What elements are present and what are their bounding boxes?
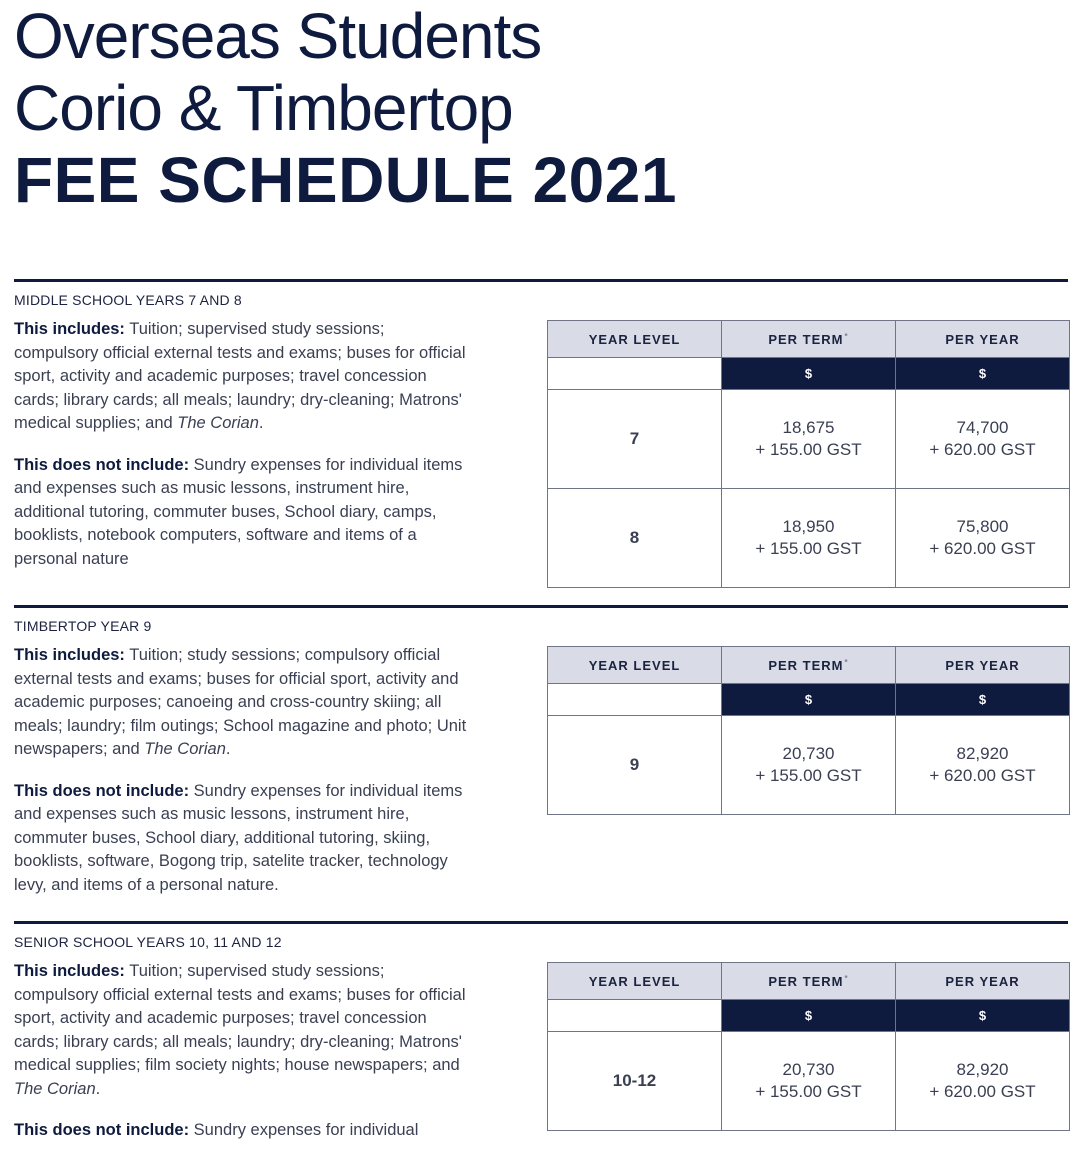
currency-cell: $ (722, 1000, 896, 1032)
currency-cell: $ (896, 1000, 1070, 1032)
gst-amount: + 620.00 GST (929, 1082, 1036, 1101)
footnote-mark: * (844, 331, 849, 341)
currency-blank-cell (548, 358, 722, 390)
includes-label: This includes: (14, 646, 125, 664)
per-year-cell (896, 390, 1070, 489)
section-middle-school (14, 279, 1068, 612)
includes-italic: The Corian (144, 740, 226, 758)
per-year-cell (896, 716, 1070, 815)
currency-cell: $ (896, 684, 1070, 716)
table-row (548, 489, 1070, 588)
header-per-term-label: PER TERM (768, 973, 844, 989)
excludes-paragraph (14, 780, 469, 898)
header-per-year: PER YEAR (896, 963, 1070, 1000)
includes-label: This includes: (14, 962, 125, 980)
section-timbertop (14, 605, 1068, 926)
title-block (14, 0, 677, 216)
header-per-year: PER YEAR (896, 321, 1070, 358)
gst-amount: + 620.00 GST (929, 440, 1036, 459)
includes-label: This includes: (14, 320, 125, 338)
fee-table (547, 962, 1070, 1131)
gst-amount: + 155.00 GST (755, 539, 862, 558)
includes-italic: The Corian (14, 1079, 96, 1098)
section-description (14, 318, 469, 589)
includes-end: . (225, 740, 231, 758)
year-level-cell: 9 (548, 716, 722, 815)
fee-amount: 82,920 (956, 744, 1009, 763)
fee-amount: 82,920 (956, 1060, 1009, 1079)
section-description (14, 644, 469, 915)
header-per-term-label: PER TERM (768, 657, 844, 673)
footnote-mark: * (844, 657, 849, 667)
table-row (548, 716, 1070, 815)
footnote-mark: * (844, 973, 849, 983)
includes-text: Tuition; supervised study sessions; compulsory official external tests and exams; buses for official sport, activity and academic purposes; travel concession cards; library cards; all meals; laundry; dry-cleaning; Matrons' medical supplies; film society nights; house newspapers; and (14, 962, 466, 1074)
per-year-cell (896, 489, 1070, 588)
year-level-cell: 8 (548, 489, 722, 588)
header-per-term (722, 963, 896, 1000)
currency-blank-cell (548, 684, 722, 716)
includes-text: Tuition; study sessions; compulsory official external tests and exams; buses for official sport, activity and academic purposes; canoeing and cross-country skiing; all meals; laundry; film outings; School magazine and photo; Unit newspapers; and (14, 646, 467, 758)
gst-amount: + 155.00 GST (755, 440, 862, 459)
per-term-cell (722, 1032, 896, 1131)
header-per-term-label: PER TERM (768, 331, 844, 347)
fee-table (547, 646, 1070, 815)
header-year-level: YEAR LEVEL (548, 647, 722, 684)
gst-amount: + 155.00 GST (755, 1082, 862, 1101)
excludes-label: This does not include: (14, 781, 190, 800)
table-row (548, 1032, 1070, 1131)
section-senior-school (14, 921, 1068, 1143)
title-line-3: FEE SCHEDULE 2021 (14, 144, 677, 216)
fee-amount: 75,800 (956, 517, 1009, 536)
title-line-1: Overseas Students (14, 0, 542, 72)
currency-cell: $ (722, 358, 896, 390)
excludes-label: This does not include: (14, 455, 190, 474)
per-term-cell (722, 489, 896, 588)
header-year-level: YEAR LEVEL (548, 321, 722, 358)
excludes-label: This does not include: (14, 1121, 190, 1139)
year-level-cell: 7 (548, 390, 722, 489)
gst-amount: + 620.00 GST (929, 766, 1036, 785)
excludes-text: Sundry expenses for individual (189, 1121, 419, 1139)
section-heading: MIDDLE SCHOOL YEARS 7 AND 8 (14, 292, 242, 308)
fee-amount: 20,730 (782, 1060, 835, 1079)
currency-blank-cell (548, 1000, 722, 1032)
per-year-cell (896, 1032, 1070, 1131)
fee-amount: 18,950 (782, 517, 835, 536)
per-term-cell (722, 716, 896, 815)
excludes-paragraph (14, 1119, 469, 1143)
title-line-2: Corio & Timbertop (14, 72, 513, 144)
fee-amount: 18,675 (782, 418, 835, 437)
section-heading: SENIOR SCHOOL YEARS 10, 11 AND 12 (14, 934, 282, 950)
includes-paragraph (14, 960, 469, 1101)
includes-paragraph (14, 318, 469, 436)
fee-amount: 74,700 (956, 418, 1009, 437)
section-heading: TIMBERTOP YEAR 9 (14, 618, 152, 634)
currency-cell: $ (896, 358, 1070, 390)
includes-end: . (95, 1079, 101, 1098)
header-per-term (722, 321, 896, 358)
includes-end: . (258, 414, 264, 432)
fee-table (547, 320, 1070, 588)
includes-text: Tuition; supervised study sessions; compulsory official external tests and exams; buses for official sport, activity and academic purposes; travel concession cards; library cards; all meals; laundry; dry-cleaning; Matrons' medical supplies; and (14, 320, 466, 432)
header-per-term (722, 647, 896, 684)
excludes-text: Sundry expenses for individual items and expenses such as music lessons, instrument hire, commuter buses, School diary, additional tutoring, skiing, booklists, software, Bogong trip, satelite tracker, technology levy, and items of a personal nature. (14, 781, 463, 894)
currency-cell: $ (722, 684, 896, 716)
table-row (548, 390, 1070, 489)
fee-amount: 20,730 (782, 744, 835, 763)
gst-amount: + 155.00 GST (755, 766, 862, 785)
header-year-level: YEAR LEVEL (548, 963, 722, 1000)
year-level-cell: 10-12 (548, 1032, 722, 1131)
includes-paragraph (14, 644, 469, 762)
per-term-cell (722, 390, 896, 489)
includes-italic: The Corian (177, 414, 259, 432)
section-description (14, 960, 469, 1161)
gst-amount: + 620.00 GST (929, 539, 1036, 558)
header-per-year: PER YEAR (896, 647, 1070, 684)
excludes-text: Sundry expenses for individual items and expenses such as music lessons, instrument hire, additional tutoring, commuter buses, School diary, camps, booklists, notebook computers, software and items of a personal nature (14, 455, 463, 568)
excludes-paragraph (14, 454, 469, 572)
